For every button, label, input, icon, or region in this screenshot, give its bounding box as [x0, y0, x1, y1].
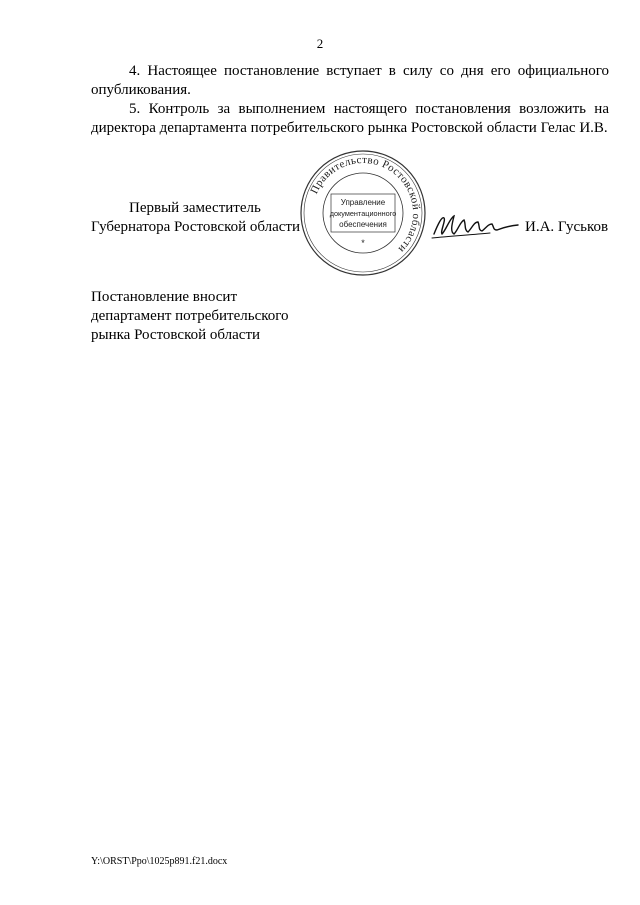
position-line-1: Первый заместитель	[129, 200, 261, 216]
paragraph-4: 4. Настоящее постановление вступает в силу со дня его официального опубликования.	[91, 63, 609, 98]
file-path-footer: Y:\ORST\Ppo\1025p891.f21.docx	[91, 856, 228, 867]
handwritten-signature	[430, 208, 522, 244]
note-line-1: Постановление вносит	[91, 289, 238, 305]
note-line-3: рынка Ростовской области	[91, 327, 261, 343]
seal-star: *	[361, 238, 365, 248]
seal-center-line-2: документационного	[329, 209, 397, 218]
signatory-position	[91, 199, 300, 237]
position-line-2: Губернатора Ростовской области	[91, 219, 301, 235]
seal-ring-text: Правительство Ростовской области	[308, 153, 423, 256]
signatory-name: И.А. Гуськов	[525, 219, 609, 235]
official-seal	[298, 148, 428, 278]
page-number: 2	[316, 36, 324, 51]
seal-center-line-3: обеспечения	[339, 220, 387, 229]
submitted-by-note	[91, 288, 289, 345]
paragraph-5: 5. Контроль за выполнением настоящего постановления возложить на директора департамента потребительского рынка Ростовской области Гелас И.В.	[91, 101, 609, 136]
note-line-2: департамент потребительского	[91, 308, 289, 324]
seal-center-line-1: Управление	[340, 198, 386, 207]
